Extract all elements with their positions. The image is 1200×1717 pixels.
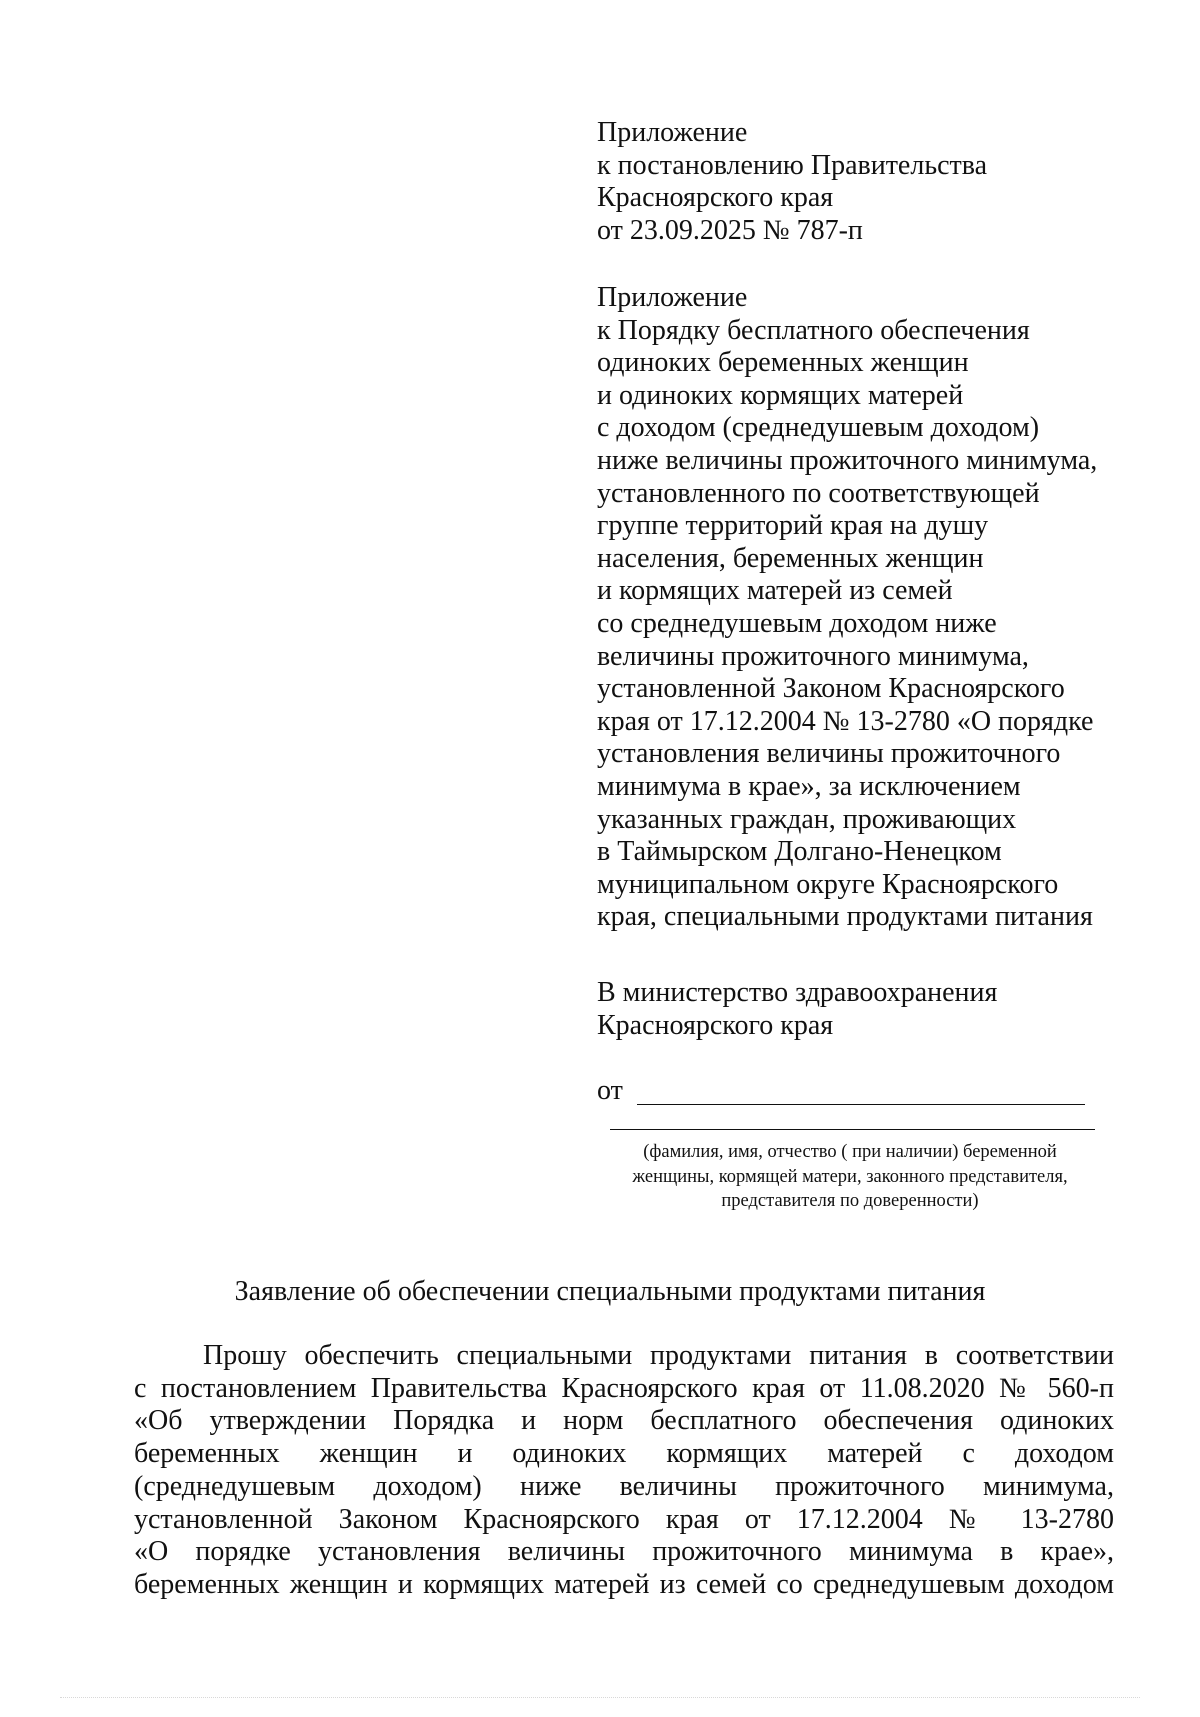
scan-artifact-divider [60,1697,1140,1702]
recipient-line: Красноярского края [597,1009,834,1041]
body-line: (среднедушевым доходом) ниже величины прожиточного минимума, [134,1470,1114,1502]
procedure-header-line: группе территорий края на душу [597,510,989,542]
body-line: Прошу обеспечить специальными продуктами питания в соответствии [203,1340,1114,1371]
procedure-header-line: со среднедушевым доходом ниже [597,607,997,639]
procedure-header-line: установленного по соответствующей [597,477,1040,509]
applicant-field-caption [590,1140,1110,1214]
body-line: беременных женщин и одиноких кормящих матерей с доходом [134,1438,1114,1470]
body-line: с постановлением Правительства Красноярского края от 11.08.2020 № 560-п [134,1372,1114,1404]
procedure-header-line: к Порядку бесплатного обеспечения [597,314,1030,346]
procedure-header-line: края, специальными продуктами питания [597,901,1093,933]
procedure-header-line: края от 17.12.2004 № 13-2780 «О порядке [597,705,1094,737]
body-line: беременных женщин и кормящих матерей из семей со среднедушевым доходом [134,1568,1114,1600]
appendix-header-line: Красноярского края [597,182,834,214]
procedure-header-line: величины прожиточного минимума, [597,640,1029,672]
appendix-header-line: Приложение [597,117,748,148]
procedure-header-line: установления величины прожиточного [597,738,1061,770]
procedure-header-line: населения, беременных женщин [597,542,984,574]
procedure-header-line: установленной Законом Красноярского [597,673,1065,705]
body-line: «О порядке установления величины прожиточного минимума в крае», [134,1536,1114,1568]
appendix-header-line: от 23.09.2025 № 787-п [597,214,863,246]
applicant-name-blank-second[interactable] [610,1129,1095,1130]
appendix-header-procedure [597,282,1117,934]
application-body [134,1340,1114,1602]
procedure-header-line: Приложение [597,282,748,313]
procedure-header-line: и кормящих матерей из семей [597,575,953,607]
procedure-header-line: с доходом (среднедушевым доходом) [597,412,1040,444]
procedure-header-line: минимума в крае», за исключением [597,770,1021,802]
appendix-header-resolution [597,117,1117,247]
applicant-name-blank[interactable] [637,1104,1085,1105]
procedure-header-line: ниже величины прожиточного минимума, [597,444,1098,476]
document-title: Заявление об обеспечении специальными продуктами питания [234,1276,986,1307]
caption-line: (фамилия, имя, отчество ( при наличии) беременной [643,1142,1057,1162]
body-line: установленной Законом Красноярского края от 17.12.2004 № 13-2780 [134,1503,1114,1535]
body-line: «Об утверждении Порядка и норм бесплатного обеспечения одиноких [134,1405,1114,1437]
recipient-address [597,977,1117,1042]
procedure-header-line: указанных граждан, проживающих [597,803,1017,835]
appendix-header-line: к постановлению Правительства [597,149,988,181]
procedure-header-line: и одиноких кормящих матерей [597,379,964,411]
procedure-header-line: одиноких беременных женщин [597,347,969,379]
recipient-line: В министерство здравоохранения [597,977,998,1008]
caption-line: женщины, кормящей матери, законного представителя, [632,1166,1068,1187]
applicant-field[interactable] [597,1075,1097,1109]
applicant-field-label: от [597,1075,623,1106]
procedure-header-line: муниципальном округе Красноярского [597,868,1059,900]
procedure-header-line: в Таймырском Долгано-Ненецком [597,836,1002,868]
caption-line: представителя по доверенности) [721,1191,979,1211]
